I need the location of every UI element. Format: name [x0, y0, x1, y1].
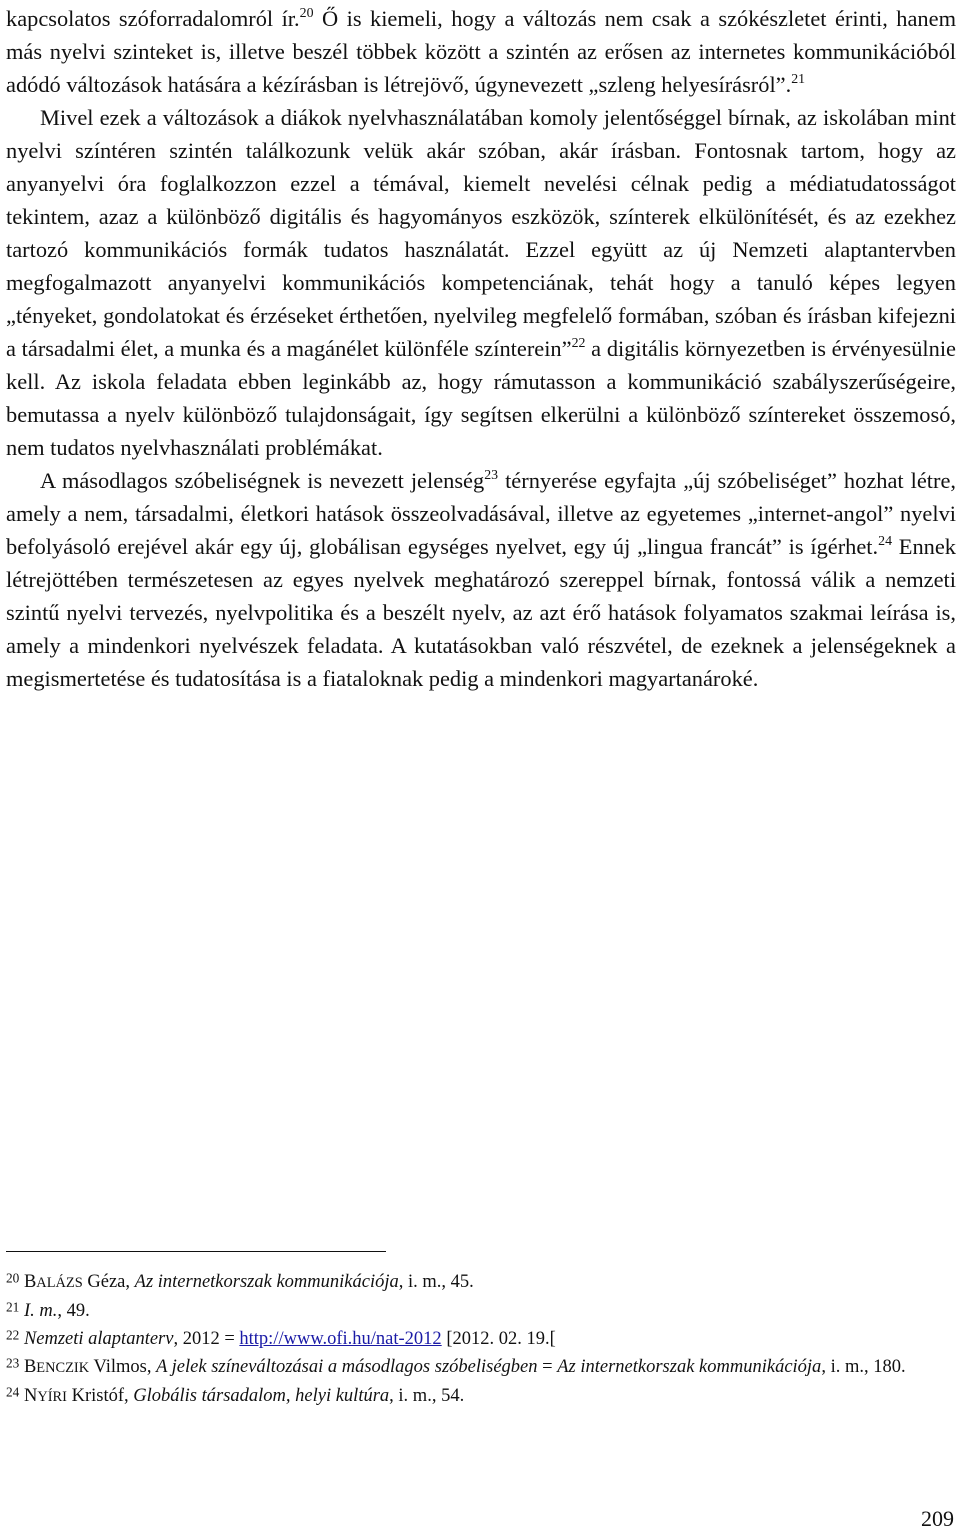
footnote-22: [6, 1325, 956, 1353]
work-title: I. m.: [23, 1301, 58, 1321]
footnote-number: 23: [6, 1355, 20, 1371]
footnote-text: , 2012 =: [173, 1329, 240, 1349]
nat-2012-link[interactable]: http://www.ofi.hu/nat-2012: [239, 1329, 442, 1349]
main-text: [6, 2, 956, 695]
paragraph-text: Ennek létrejöttében természetesen az egyes nyelvek meghatározó szereppel bírnak, fontossá válik a nemzeti szintű nyelvi tervezés, nyelvpolitika és a beszélt nyelv, az azt érő hatások folyamatos szakmai leírása is, amely a mindenkori nyelvészek feladata. A kutatásokban való részvétel, de ezeknek a jelenségeknek a megismertetése és tudatosítása is a fiataloknak pedig a mindenkori magyartanároké.: [6, 534, 956, 691]
footnotes: [6, 1268, 956, 1411]
work-title: Az internetkorszak kommunikációja: [134, 1272, 399, 1292]
footnote-text: , i. m., 54.: [389, 1386, 465, 1406]
work-title: A jelek színeváltozásai a másodlagos szóbeliségben: [156, 1357, 538, 1377]
footnote-number: 20: [6, 1270, 20, 1286]
paragraph-3: [6, 464, 956, 695]
footnote-number: 21: [6, 1299, 20, 1315]
paragraph-text: A másodlagos szóbeliségnek is nevezett jelenség: [40, 468, 485, 493]
footnote-ref-20[interactable]: 20: [299, 5, 314, 21]
footnote-text: , i. m., 180.: [821, 1357, 906, 1377]
footnote-number: 22: [6, 1327, 20, 1343]
footnote-ref-23[interactable]: 23: [484, 467, 499, 483]
footnote-21: [6, 1297, 956, 1325]
author-name: YÍRI: [37, 1389, 67, 1405]
paragraph-text: a digitális környezetben is érvényesülnie kell. Az iskola feladata ebben leginkább az, hogy rámutasson a kommunikáció szabályszerűségeire, bemutassa a nyelv különböző tulajdonságait, így segítsen elkerülni a különböző színtereket összemosó, nem tudatos nyelvhasználati problémákat.: [6, 336, 956, 460]
work-title: Globális társadalom, helyi kultúra: [133, 1386, 390, 1406]
footnote-ref-21[interactable]: 21: [791, 71, 806, 87]
author-name: ALÁZS: [36, 1275, 83, 1291]
footnote-ref-22[interactable]: 22: [571, 335, 586, 351]
author-name: B: [23, 1357, 37, 1377]
paragraph-text: kapcsolatos szóforradalomról ír.: [6, 6, 300, 31]
paragraph-2: [6, 101, 956, 464]
paragraph-text: térnyerése egyfajta „új szóbeliséget” hozhat létre, amely a nem, társadalmi, életkori hatások összeolvadásával, illetve az egyetemes „internet-angol” nyelvi befolyásoló erejével akár egy új, globálisan egységes nyelvet, egy új „lingua francát” is ígérhet.: [6, 468, 956, 559]
footnote-20: [6, 1268, 956, 1297]
footnote-ref-24[interactable]: 24: [878, 533, 892, 549]
footnote-number: 24: [6, 1384, 20, 1400]
author-name: N: [23, 1386, 38, 1406]
paragraph-1: [6, 2, 956, 101]
paragraph-text: Mivel ezek a változások a diákok nyelvhasználatában komoly jelentőséggel bírnak, az iskolában mint nyelvi színtéren szintén találkozunk velük akár szóban, akár írásban. Fontosnak tartom, hogy az anyanyelvi óra foglalkozzon ezzel a témával, kiemelt nevelési célnak pedig a médiatudatosságot tekintem, azaz a különböző digitális és hagyományos eszközök, színterek elkülönítését, és az ezekhez tartozó kommunikációs formák tudatos használatát. Ezzel együtt az új Nemzeti alaptantervben megfogalmazott anyanyelvi kommunikációs kompetenciának, tehát hogy a tanuló képes legyen „tényeket, gondolatokat és érzéseket érthetően, nyelvileg megfelelő formában, szóban és írásban kifejezni a társadalmi élet, a munka és a magánélet különféle színterein”: [6, 105, 956, 361]
author-name: B: [23, 1272, 37, 1292]
footnote-text: , i. m., 45.: [398, 1272, 474, 1292]
footnote-text: Géza,: [82, 1272, 135, 1292]
footnote-24: [6, 1382, 956, 1411]
footnote-separator: [6, 1251, 386, 1252]
work-title: Nemzeti alaptanterv: [23, 1329, 174, 1349]
footnote-text: Vilmos,: [89, 1357, 157, 1377]
footnote-text: , 49.: [57, 1301, 90, 1321]
page-number: 209: [921, 1506, 954, 1531]
work-title: Az internetkorszak kommunikációja: [557, 1357, 822, 1377]
footnote-text: [2012. 02. 19.[: [441, 1329, 556, 1349]
author-name: ENCZIK: [36, 1360, 90, 1376]
footnote-text: =: [537, 1357, 558, 1377]
paragraph-text: Ő is kiemeli, hogy a változás nem csak a szókészletet érinti, hanem más nyelvi szinteket is, illetve beszél többek között a szintén az erősen az internetes kommunikációból adódó változások hatására a kézírásban is létrejövő, úgynevezett „szleng helyesírásról”.: [6, 6, 956, 97]
footnote-23: [6, 1353, 956, 1382]
footnote-text: Kristóf,: [66, 1386, 134, 1406]
